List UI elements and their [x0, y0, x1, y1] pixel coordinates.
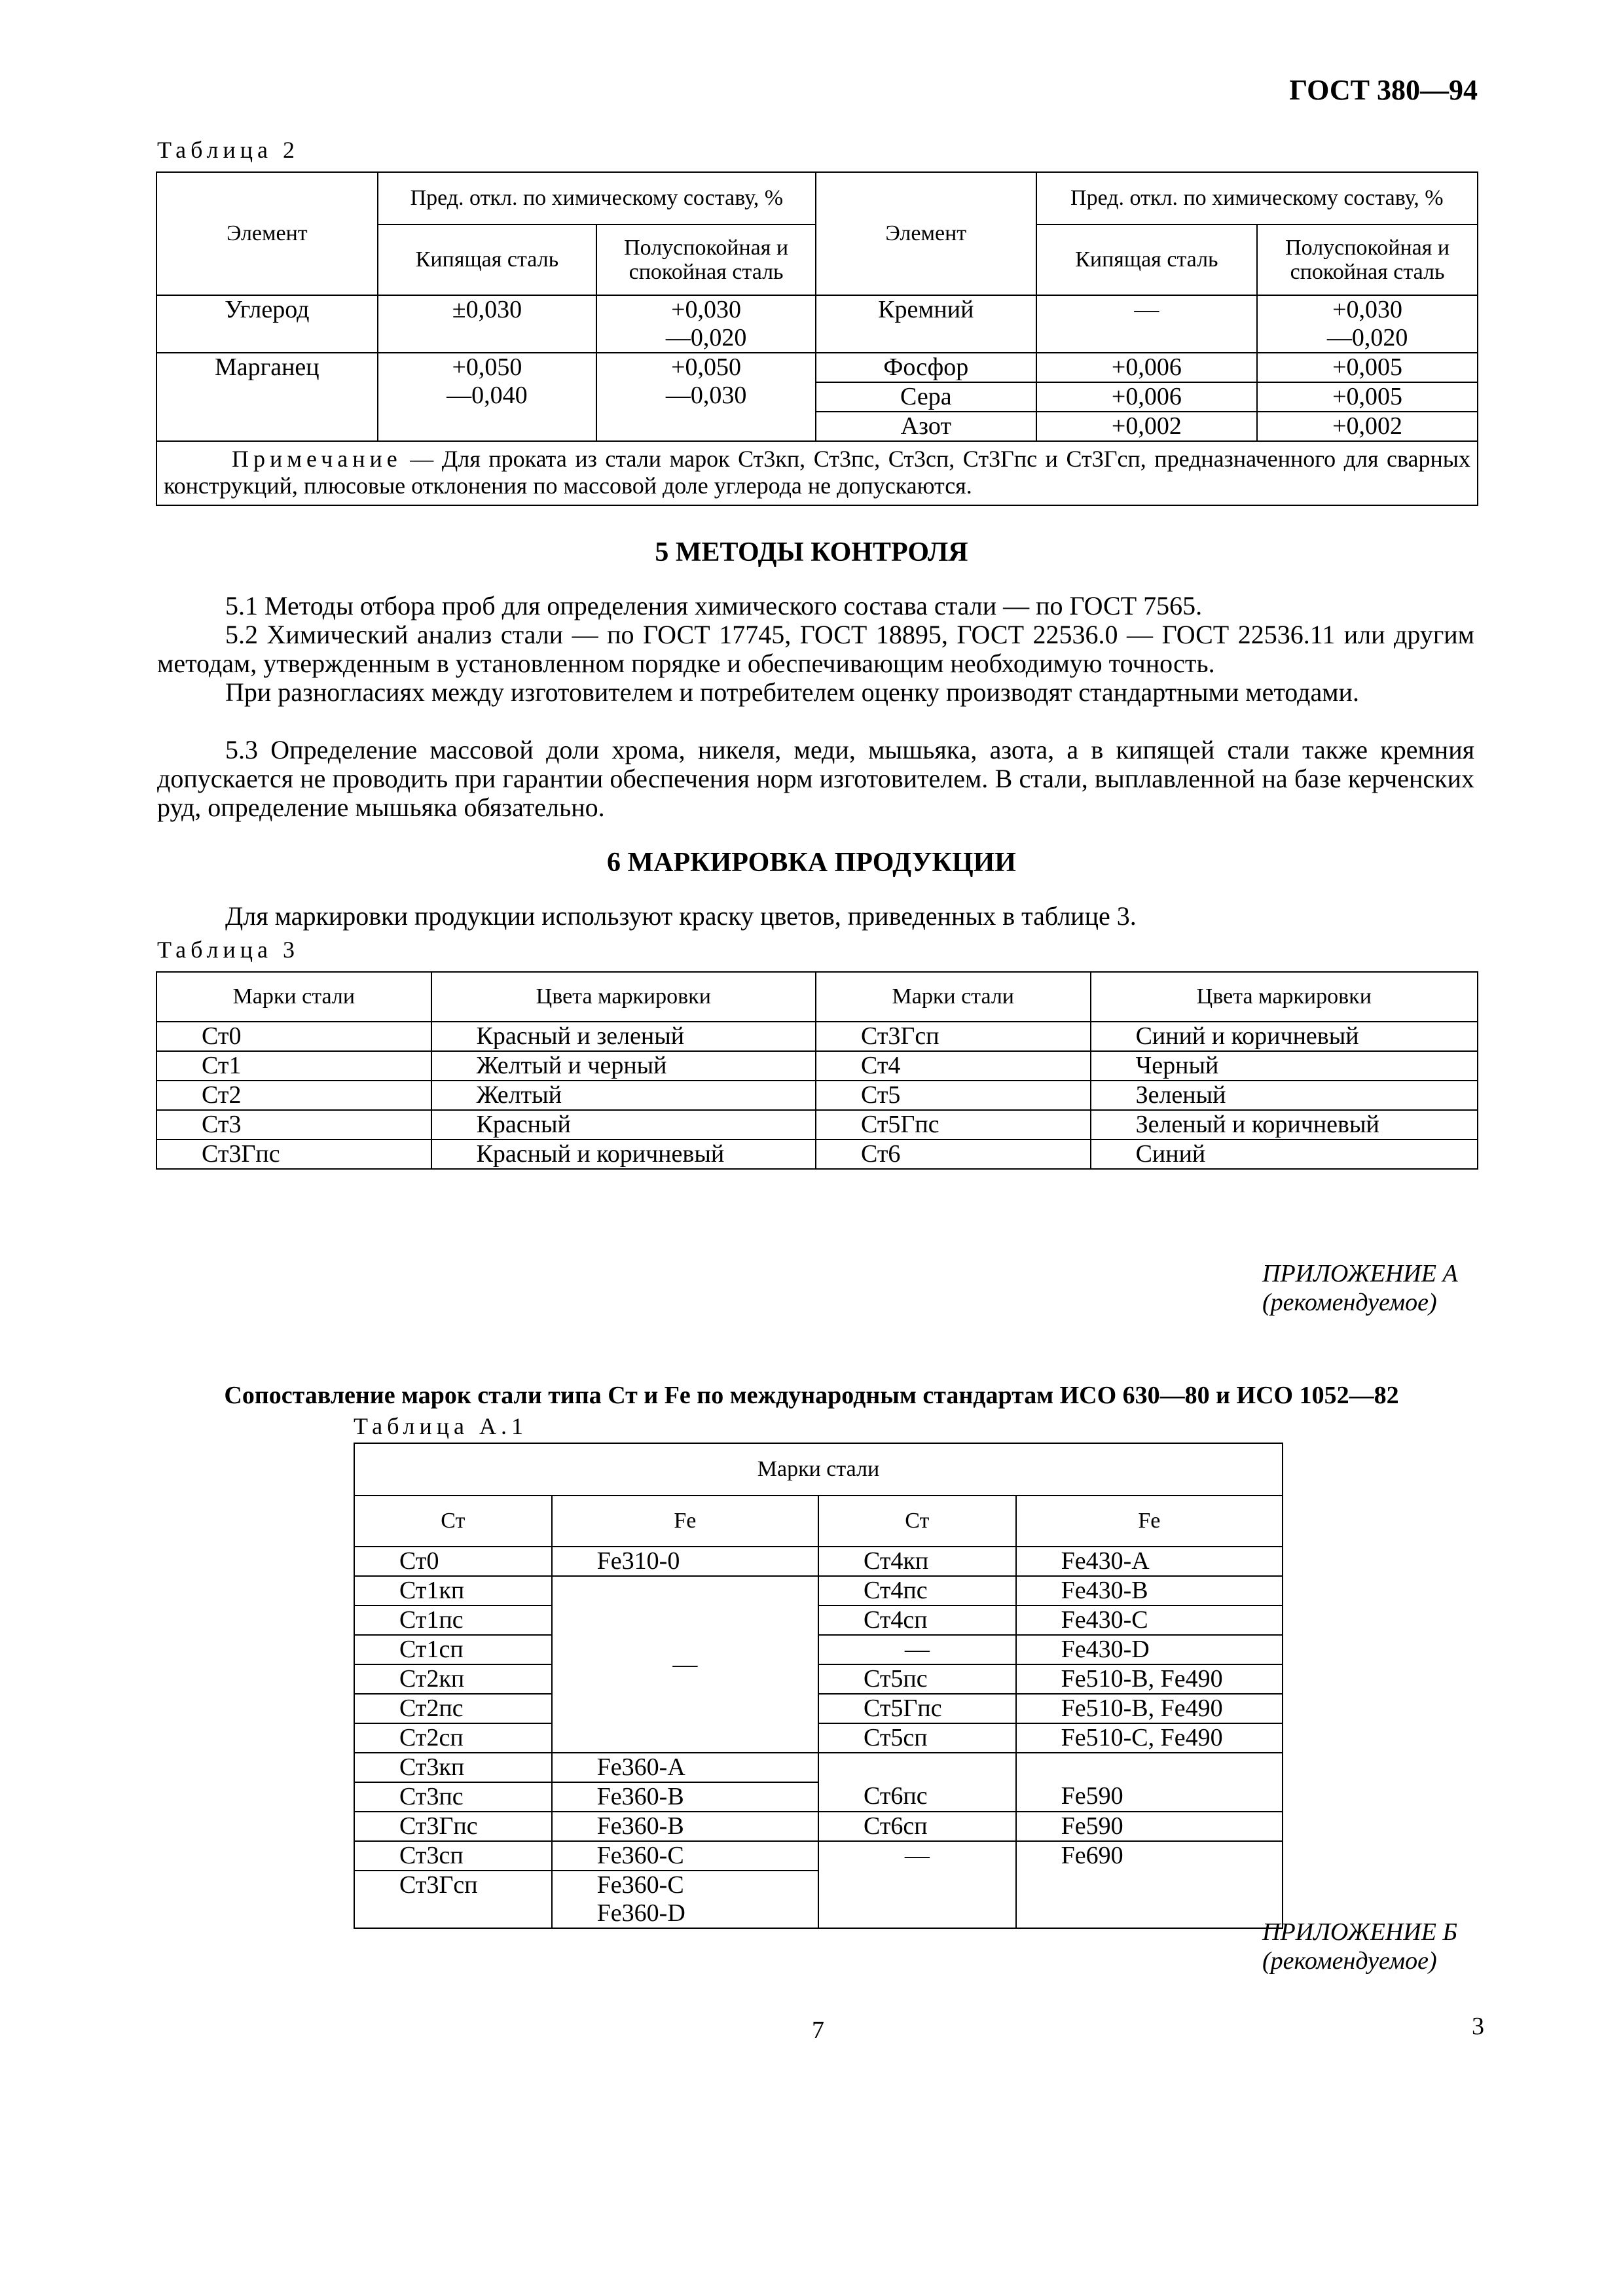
table-cell: Ст5Гпс: [816, 1110, 1091, 1139]
note-text: — Для проката из стали марок Ст3кп, Ст3пс, Ст3сп, Ст3Гпс и Ст3Гсп, предназначенного для сварных конструкций, плюсовые отклонения по массовой доле углерода не допускаются.: [164, 446, 1470, 499]
st-header: Ст: [354, 1496, 552, 1547]
table-cell: Ст5сп: [818, 1723, 1016, 1753]
rimmed-steel-header: Кипящая сталь: [378, 224, 597, 295]
table-cell: Ст4кп: [818, 1547, 1016, 1576]
table-cell: Красный и коричневый: [431, 1139, 816, 1169]
table-cell: Ст4сп: [818, 1605, 1016, 1635]
table-3: [156, 971, 1478, 1170]
table-cell: Ст1: [156, 1051, 431, 1081]
table-cell: Fe590: [1016, 1812, 1283, 1841]
table-cell: +0,002: [1036, 412, 1258, 441]
table-cell: Ст6: [816, 1139, 1091, 1169]
table-cell: Кремний: [816, 295, 1036, 353]
table-cell: —: [1036, 295, 1258, 353]
table-cell: Ст5пс: [818, 1664, 1016, 1694]
fe-header: Fe: [552, 1496, 818, 1547]
element-header: Элемент: [156, 172, 378, 295]
table-cell: —: [552, 1576, 818, 1753]
color-header: Цвета маркировки: [431, 972, 816, 1022]
table-cell: —: [818, 1635, 1016, 1664]
table-cell: Ст3Гпс: [156, 1139, 431, 1169]
page-number-center: 7: [812, 2017, 824, 2044]
table-cell: Ст5: [816, 1081, 1091, 1110]
paragraph: 5.3 Определение массовой доли хрома, никеля, меди, мышьяка, азота, а в кипящей стали также кремния допускается не проводить при гарантии обеспечения норм изготовителем. В стали, выплавленной на базе керченских руд, определение мышьяка обязательно.: [157, 735, 1474, 822]
table-cell: +0,050 —0,030: [596, 353, 816, 441]
table-cell: [818, 1753, 1016, 1782]
grade-header: Марки стали: [816, 972, 1091, 1022]
appendix-b-subtitle: (рекомендуемое): [1262, 1947, 1437, 1975]
appendix-a-title: ПРИЛОЖЕНИЕ А: [1262, 1260, 1458, 1287]
table-cell: Fe510-B, Fe490: [1016, 1694, 1283, 1723]
table-2-note: [156, 441, 1478, 505]
table-cell: Ст3кп: [354, 1753, 552, 1782]
page-number-right: 3: [1472, 2013, 1484, 2040]
table-cell: Ст2кп: [354, 1664, 552, 1694]
table-cell: Fe510-C, Fe490: [1016, 1723, 1283, 1753]
table-cell: Зеленый и коричневый: [1091, 1110, 1478, 1139]
table-cell: Синий и коричневый: [1091, 1022, 1478, 1051]
paragraph: 5.1 Методы отбора проб для определения химического состава стали — по ГОСТ 7565.: [225, 591, 1203, 620]
table-cell: Fe690: [1016, 1841, 1283, 1928]
paragraph: При разногласиях между изготовителем и потребителем оценку производят стандартными методами.: [225, 677, 1359, 707]
table-3-caption: Таблица 3: [157, 937, 299, 963]
steel-grades-header: Марки стали: [354, 1443, 1283, 1496]
table-cell: Fe360-B: [552, 1812, 818, 1841]
table-cell: Fe430-A: [1016, 1547, 1283, 1576]
table-cell: Ст3пс: [354, 1782, 552, 1812]
killed-steel-header: Полуспокойная и спокойная сталь: [596, 224, 816, 295]
table-cell: Углерод: [156, 295, 378, 353]
paragraph: Для маркировки продукции используют краску цветов, приведенных в таблице 3.: [225, 901, 1137, 931]
grade-header: Марки стали: [156, 972, 431, 1022]
table-cell: Ст2сп: [354, 1723, 552, 1753]
table-cell: Красный: [431, 1110, 816, 1139]
table-cell: +0,005: [1257, 382, 1478, 412]
table-cell: Зеленый: [1091, 1081, 1478, 1110]
note-label: Примечание: [232, 446, 402, 472]
table-cell: Сера: [816, 382, 1036, 412]
section-6-title: 6 МАРКИРОВКА ПРОДУКЦИИ: [607, 848, 1016, 878]
appendix-b-title: ПРИЛОЖЕНИЕ Б: [1262, 1918, 1457, 1946]
table-cell: —: [818, 1841, 1016, 1928]
table-cell: Ст0: [354, 1547, 552, 1576]
table-cell: ±0,030: [378, 295, 597, 353]
table-cell: Ст5Гпс: [818, 1694, 1016, 1723]
paragraph: 5.2 Химический анализ стали — по ГОСТ 17745, ГОСТ 18895, ГОСТ 22536.0 — ГОСТ 22536.11 или другим методам, утвержденным в установленном порядке и обеспечивающим необходимую точность.: [157, 620, 1474, 678]
table-2: [156, 171, 1478, 506]
table-2-caption: Таблица 2: [157, 137, 299, 163]
table-cell: Fe430-D: [1016, 1635, 1283, 1664]
table-cell: Fe430-B: [1016, 1576, 1283, 1605]
table-cell: Ст3сп: [354, 1841, 552, 1871]
table-cell: Ст0: [156, 1022, 431, 1051]
table-cell: +0,006: [1036, 353, 1258, 382]
table-cell: +0,030 —0,020: [596, 295, 816, 353]
element-header: Элемент: [816, 172, 1036, 295]
table-cell: Ст4: [816, 1051, 1091, 1081]
color-header: Цвета маркировки: [1091, 972, 1478, 1022]
table-cell: Fe510-B, Fe490: [1016, 1664, 1283, 1694]
table-cell: Fe360-C: [552, 1841, 818, 1871]
table-cell: Fe360-C Fe360-D: [552, 1871, 818, 1928]
table-cell: Ст2пс: [354, 1694, 552, 1723]
table-cell: Ст1пс: [354, 1605, 552, 1635]
table-cell: +0,006: [1036, 382, 1258, 412]
fe-header: Fe: [1016, 1496, 1283, 1547]
appendix-a-subtitle: (рекомендуемое): [1262, 1289, 1437, 1316]
table-cell: +0,002: [1257, 412, 1478, 441]
table-cell: Ст3Гсп: [354, 1871, 552, 1928]
table-a1-caption: Таблица А.1: [354, 1413, 528, 1439]
table-cell: Ст3: [156, 1110, 431, 1139]
killed-steel-header: Полуспокойная и спокойная сталь: [1257, 224, 1478, 295]
table-cell: +0,005: [1257, 353, 1478, 382]
table-cell: Синий: [1091, 1139, 1478, 1169]
table-cell: Желтый и черный: [431, 1051, 816, 1081]
table-cell: +0,030 —0,020: [1257, 295, 1478, 353]
table-cell: Ст6пс: [818, 1782, 1016, 1812]
deviation-group-header: Пред. откл. по химическому составу, %: [378, 172, 816, 224]
table-cell: Желтый: [431, 1081, 816, 1110]
table-cell: Азот: [816, 412, 1036, 441]
table-cell: Ст1сп: [354, 1635, 552, 1664]
table-cell: Ст4пс: [818, 1576, 1016, 1605]
table-cell: Ст1кп: [354, 1576, 552, 1605]
deviation-group-header: Пред. откл. по химическому составу, %: [1036, 172, 1478, 224]
section-5-title: 5 МЕТОДЫ КОНТРОЛЯ: [655, 537, 968, 567]
table-cell: +0,050 —0,040: [378, 353, 597, 441]
table-cell: Красный и зеленый: [431, 1022, 816, 1051]
st-header: Ст: [818, 1496, 1016, 1547]
comparison-title: Сопоставление марок стали типа Ст и Fe по международным стандартам ИСО 630—80 и ИСО 1052—82: [224, 1382, 1399, 1409]
table-cell: Ст3Гсп: [816, 1022, 1091, 1051]
table-cell: Фосфор: [816, 353, 1036, 382]
table-cell: Fe430-C: [1016, 1605, 1283, 1635]
document-code: ГОСТ 380—94: [1289, 74, 1478, 106]
table-cell: Ст2: [156, 1081, 431, 1110]
table-cell: [1016, 1753, 1283, 1782]
rimmed-steel-header: Кипящая сталь: [1036, 224, 1258, 295]
table-a1: [354, 1443, 1283, 1929]
table-cell: Марганец: [156, 353, 378, 441]
table-cell: Черный: [1091, 1051, 1478, 1081]
table-cell: Fe360-A: [552, 1753, 818, 1782]
table-cell: Fe590: [1016, 1782, 1283, 1812]
table-cell: Fe310-0: [552, 1547, 818, 1576]
table-cell: Ст3Гпс: [354, 1812, 552, 1841]
table-cell: Ст6сп: [818, 1812, 1016, 1841]
table-cell: Fe360-B: [552, 1782, 818, 1812]
